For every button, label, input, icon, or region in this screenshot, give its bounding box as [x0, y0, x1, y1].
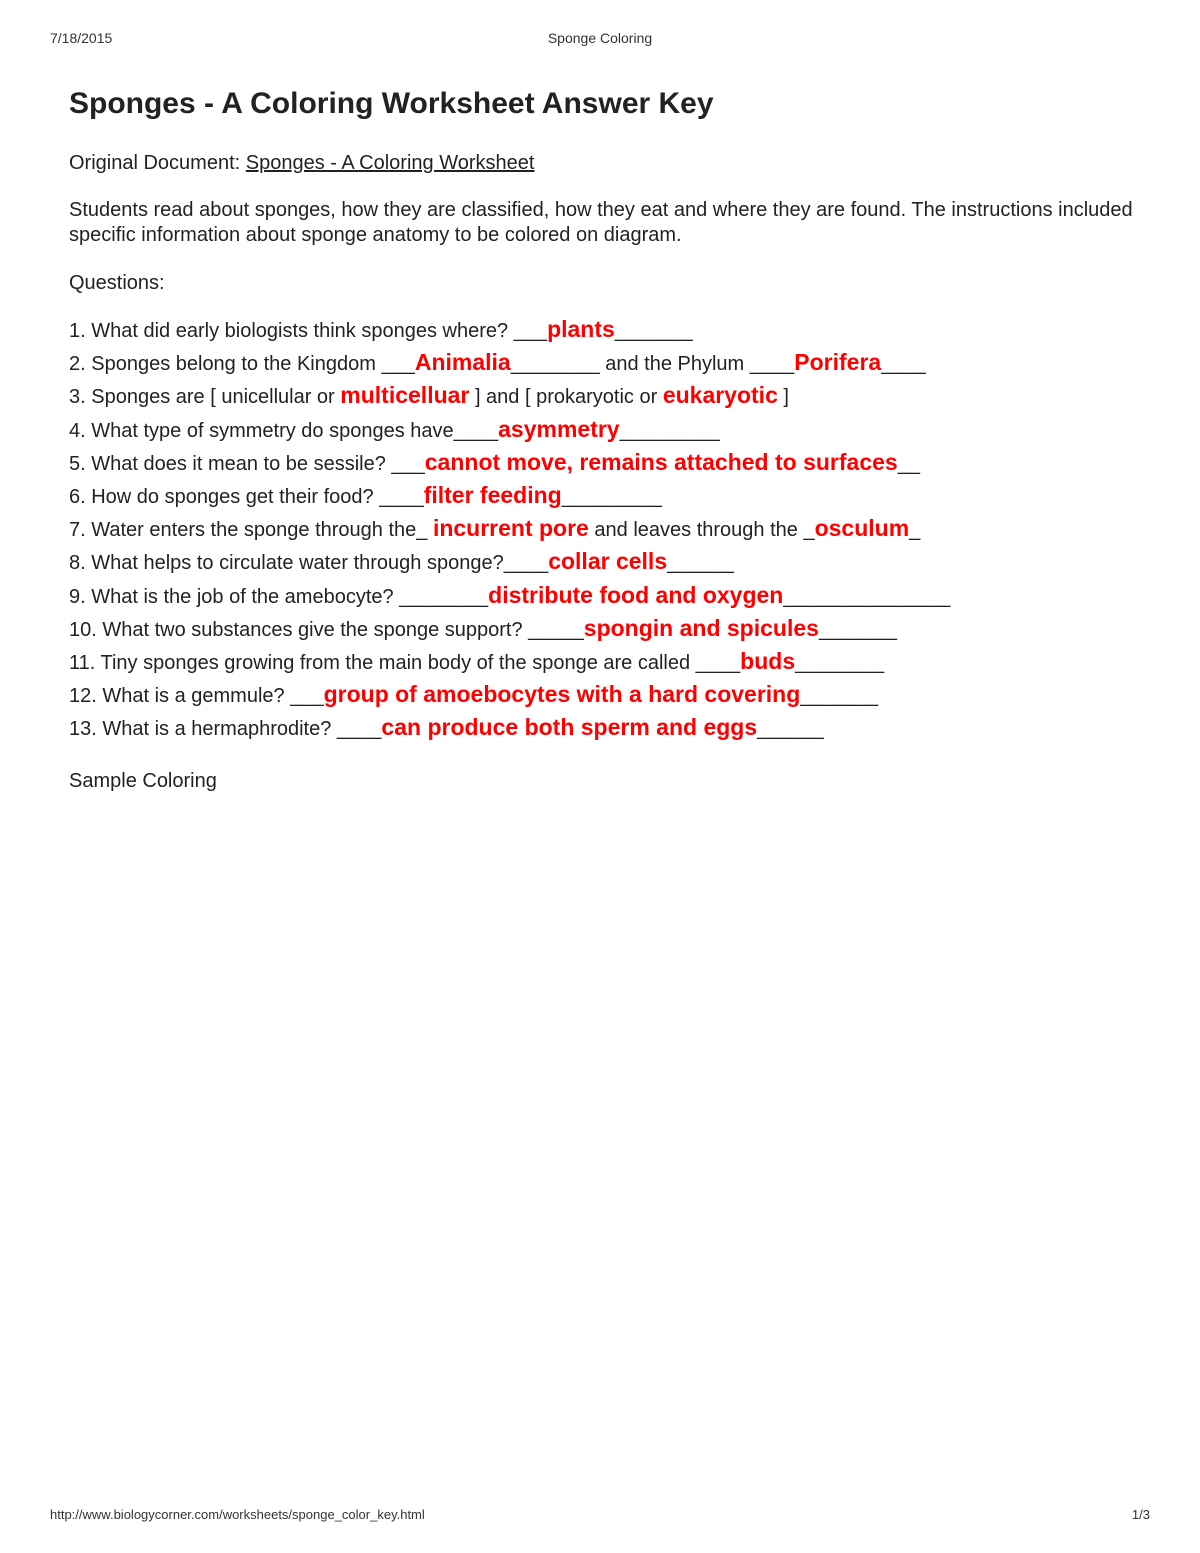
answer-text: Animalia	[414, 349, 511, 376]
answer-text: Porifera	[794, 349, 882, 376]
question-item: 6. How do sponges get their food? ____filter feeding_________	[69, 482, 662, 509]
answer-text: group of amoebocytes with a hard covering	[323, 681, 801, 708]
answer-text: distribute food and oxygen	[488, 581, 784, 608]
print-date: 7/18/2015	[50, 30, 113, 46]
question-item: 5. What does it mean to be sessile? ___cannot move, remains attached to surfaces__	[69, 448, 920, 475]
answer-text: cannot move, remains attached to surfaces	[424, 448, 898, 475]
question-item: 2. Sponges belong to the Kingdom ___Animalia________ and the Phylum ____Porifera____	[69, 349, 926, 376]
print-page-title: Sponge Coloring	[547, 30, 653, 46]
question-item: 11. Tiny sponges growing from the main body of the sponge are called ____buds________	[69, 648, 885, 675]
question-item: 4. What type of symmetry do sponges have____asymmetry_________	[69, 415, 720, 442]
print-footer	[50, 1507, 1150, 1527]
intro-paragraph: Students read about sponges, how they are classified, how they eat and where they are found. The instructions included specific information about sponge anatomy to be colored on diagram.	[69, 199, 1133, 246]
question-item: 3. Sponges are [ unicellular or multicelluar ] and [ prokaryotic or eukaryotic ]	[69, 382, 789, 409]
question-item: 1. What did early biologists think sponges where? ___plants_______	[69, 316, 693, 342]
document-title: Sponges - A Coloring Worksheet Answer Key	[69, 87, 714, 120]
document-body	[69, 84, 1139, 794]
answer-text: multicelluar	[340, 382, 470, 409]
answer-text: incurrent pore	[432, 515, 589, 542]
original-document-line	[69, 150, 1139, 176]
answer-text: buds	[740, 648, 796, 675]
question-item: 8. What helps to circulate water through sponge?____collar cells______	[69, 548, 734, 575]
page-number: 1/3	[1131, 1507, 1150, 1522]
print-url: http://www.biologycorner.com/worksheets/sponge_color_key.html	[50, 1507, 425, 1522]
original-document-link[interactable]: Sponges - A Coloring Worksheet	[245, 152, 535, 174]
answer-text: osculum	[814, 515, 910, 542]
print-header	[50, 30, 1150, 50]
question-list	[69, 314, 1139, 746]
answer-text: filter feeding	[423, 482, 562, 509]
question-item: 9. What is the job of the amebocyte? ________distribute food and oxygen_______________	[69, 581, 951, 608]
sample-coloring-heading: Sample Coloring	[69, 769, 217, 792]
answer-text: can produce both sperm and eggs	[381, 714, 758, 741]
answer-text: eukaryotic	[662, 382, 778, 409]
question-item: 12. What is a gemmule? ___group of amoebocytes with a hard covering_______	[69, 681, 879, 708]
answer-text: collar cells	[548, 548, 668, 575]
answer-text: plants	[547, 316, 615, 342]
original-document-label: Original Document:	[69, 152, 241, 174]
question-item: 7. Water enters the sponge through the_ incurrent pore and leaves through the _osculum_	[69, 515, 921, 542]
questions-heading: Questions:	[69, 272, 165, 294]
answer-text: asymmetry	[498, 415, 620, 442]
answer-text: spongin and spicules	[583, 614, 819, 641]
question-item: 13. What is a hermaphrodite? ____can produce both sperm and eggs______	[69, 714, 824, 741]
question-item: 10. What two substances give the sponge support? _____spongin and spicules_______	[69, 614, 897, 641]
